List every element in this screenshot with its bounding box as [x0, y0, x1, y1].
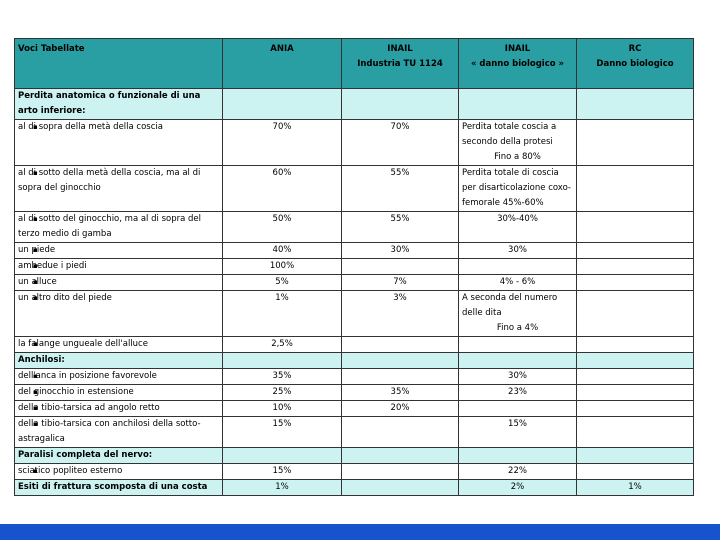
table-row: ▪ della tibio-tarsica con anchilosi della sotto-astragalica 15% 15%: [15, 417, 694, 448]
table-row: ▪ al di sotto del ginocchio, ma al di sopra del terzo medio di gamba 50% 55% 30%-40%: [15, 212, 694, 243]
table-row: ▪ dell'anca in posizione favorevole 35% 30%: [15, 369, 694, 385]
header-inail-industria: INAIL Industria TU 1124: [342, 39, 459, 89]
table-row: ▪ un piede 40% 30% 30%: [15, 243, 694, 259]
table-row: ▪ la falange ungueale dell'alluce 2,5%: [15, 337, 694, 353]
header-rc: RC Danno biologico: [577, 39, 694, 89]
section-row-paralisi: Paralisi completa del nervo:: [15, 448, 694, 464]
table-row: ▪ sciatico popliteo esterno 15% 22%: [15, 464, 694, 480]
row-label: ▪ al di sopra della metà della coscia: [15, 120, 223, 166]
table-row: ▪ al di sopra della metà della coscia 70% 70% Perdita totale coscia a secondo della protesi Fino a 80%: [15, 120, 694, 166]
table-row: ▪ un altro dito del piede 1% 3% A seconda del numero delle dita Fino a 4%: [15, 291, 694, 337]
insurance-comparison-table: [14, 38, 694, 496]
table-row: ▪ un alluce 5% 7% 4% - 6%: [15, 275, 694, 291]
table-row: ▪ ambedue i piedi 100%: [15, 259, 694, 275]
header-inail-danno: INAIL « danno biologico »: [459, 39, 577, 89]
section-label: Perdita anatomica o funzionale di una arto inferiore:: [15, 89, 223, 120]
header-ania: ANIA: [223, 39, 342, 89]
section-row-anchilosi: Anchilosi:: [15, 353, 694, 369]
footer-bar: [0, 524, 720, 540]
section-row-perdita: [15, 89, 694, 120]
header-voci: Voci Tabellate: [15, 39, 223, 89]
header-row: [15, 39, 694, 89]
table-row: ▪ al di sotto della metà della coscia, ma al di sopra del ginocchio 60% 55% Perdita totale di coscia per disarticolazione coxo-femorale 45%-60%: [15, 166, 694, 212]
table-row: ▪ della tibio-tarsica ad angolo retto 10% 20%: [15, 401, 694, 417]
section-row-esiti: Esiti di frattura scomposta di una costa 1% 2% 1%: [15, 480, 694, 496]
table-row: ▪ del ginocchio in estensione 25% 35% 23%: [15, 385, 694, 401]
